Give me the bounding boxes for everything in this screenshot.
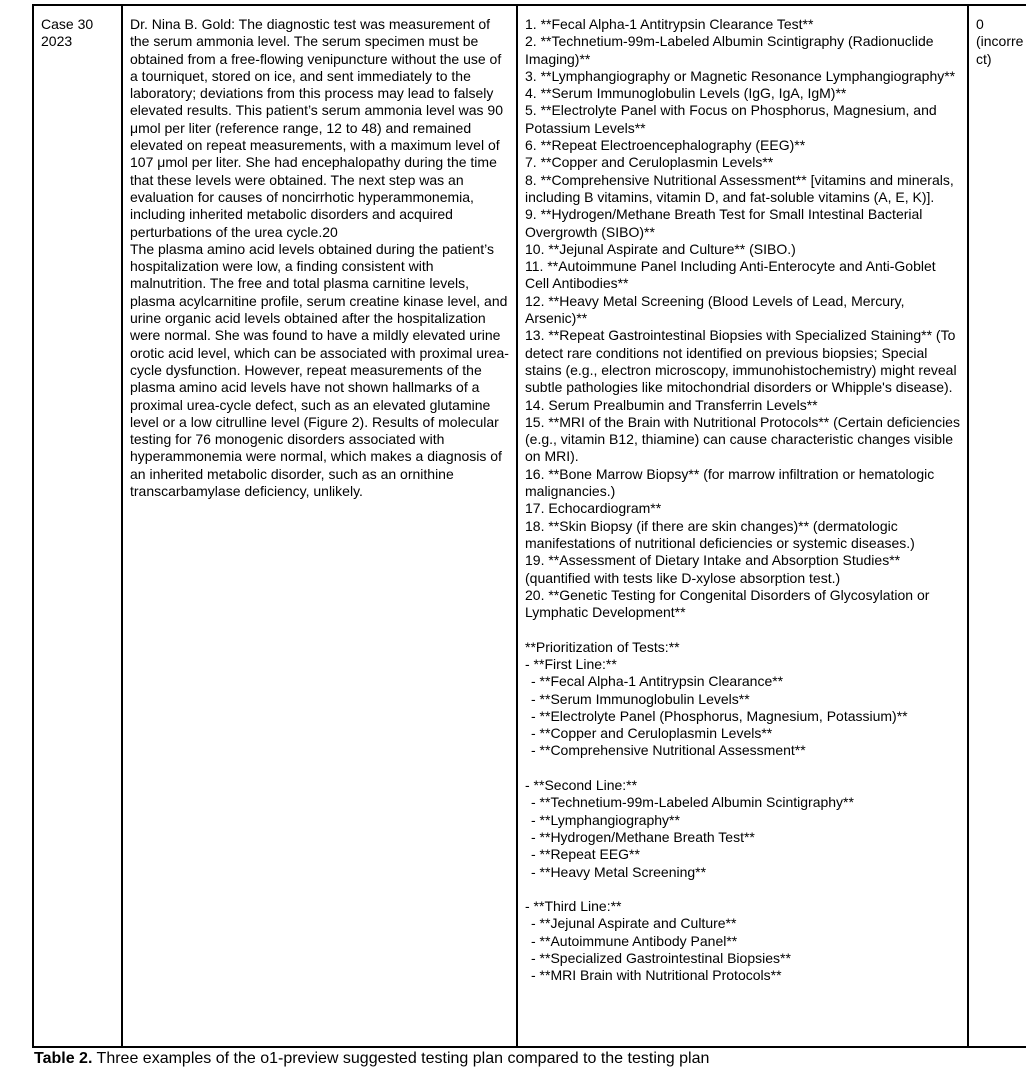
table-row <box>33 5 1026 1047</box>
plan-list-item: 7. **Copper and Ceruloplasmin Levels** <box>525 154 774 171</box>
plan-list-item: 14. Serum Prealbumin and Transferrin Levels** <box>525 396 818 413</box>
plan-list-item <box>525 621 961 638</box>
plan-sub-item: - **Specialized Gastrointestinal Biopsies** <box>531 950 791 967</box>
caption-label: Table 2. <box>34 1050 93 1067</box>
plan-list-item: 5. **Electrolyte Panel with Focus on Phosphorus, Magnesium, and Potassium Levels** <box>525 102 937 136</box>
plan-sub-item: - **Copper and Ceruloplasmin Levels** <box>531 725 773 742</box>
plan-sub-item: - **Electrolyte Panel (Phosphorus, Magnesium, Potassium)** <box>531 707 908 724</box>
plan-list-item: 11. **Autoimmune Panel Including Anti-Enterocyte and Anti-Goblet Cell Antibodies** <box>525 258 936 292</box>
plan-list-item: 20. **Genetic Testing for Congenital Disorders of Glycosylation or Lymphatic Development** <box>525 586 930 621</box>
plan-list-item <box>525 881 961 898</box>
plan-sub-item: - **Autoimmune Antibody Panel** <box>531 932 738 949</box>
plan-sub-item: - **Repeat EEG** <box>531 846 640 863</box>
caption-text: Three examples of the o1-preview suggested testing plan compared to the testing plan <box>92 1050 710 1067</box>
plan-list-item: 2. **Technetium-99m-Labeled Albumin Scintigraphy (Radionuclide Imaging)** <box>525 33 934 67</box>
expert-paragraph: Dr. Nina B. Gold: The diagnostic test was measurement of the serum ammonia level. The serum specimen must be obtained from a free-flowing venipuncture without the use of a tourniquet, stored on ice, and sent immediately to the laboratory; deviations from this process may lead to falsely elevated results. This patient’s serum ammonia level was 90 μmol per liter (reference range, 12 to 48) and remained elevated on repeat measurements, with a maximum level of 107 μmol per liter. She had encephalopathy during the time that these levels were obtained. The next step was an evaluation for causes of noncirrhotic hyperammonemia, including inherited metabolic disorders and acquired perturbations of the urea cycle.20 <box>130 16 503 240</box>
plan-list-item: 3. **Lymphangiography or Magnetic Resonance Lymphangiography** <box>525 67 956 84</box>
plan-list-item: 18. **Skin Biopsy (if there are skin changes)** (dermatologic manifestations of nutritional deficiencies or systemic diseases.) <box>525 517 915 551</box>
plan-list-item: 17. Echocardiogram** <box>525 500 662 517</box>
plan-list-item: 19. **Assessment of Dietary Intake and Absorption Studies** (quantified with tests like D-xylose absorption test.) <box>525 552 901 586</box>
plan-sub-item: - **Lymphangiography** <box>531 811 680 828</box>
plan-sub-item: - **Heavy Metal Screening** <box>531 863 707 880</box>
case-cell <box>33 5 122 1047</box>
plan-list-item: - **Second Line:** <box>525 777 638 794</box>
expert-answer-cell <box>122 5 517 1047</box>
plan-sub-item: - **Comprehensive Nutritional Assessment** <box>531 742 806 759</box>
plan-list-item: 12. **Heavy Metal Screening (Blood Levels of Lead, Mercury, Arsenic)** <box>525 292 905 327</box>
score-label-part-1: (incorre <box>976 33 1024 50</box>
plan-sub-item: - **Hydrogen/Methane Breath Test** <box>531 828 755 845</box>
plan-list-item: 15. **MRI of the Brain with Nutritional Protocols** (Certain deficiencies (e.g., vitamin B12, thiamine) can cause characteristic changes visible on MRI). <box>525 413 960 465</box>
plan-list-item: 16. **Bone Marrow Biopsy** (for marrow infiltration or hematologic malignancies.) <box>525 465 935 500</box>
plan-sub-item: - **Serum Immunoglobulin Levels** <box>531 690 750 707</box>
plan-list-item <box>525 760 961 777</box>
plan-list-item: 6. **Repeat Electroencephalography (EEG)** <box>525 137 806 154</box>
plan-list-item: 1. **Fecal Alpha-1 Antitrypsin Clearance Test** <box>525 16 814 32</box>
plan-list-item: 13. **Repeat Gastrointestinal Biopsies with Specialized Staining** (To detect rare conditions not identified on previous biopsies; Special stains (e.g., electron microscopy, immunohistochemistry) might reveal subtle pathologies like mitochondrial disorders or Whipple's disease). <box>525 327 957 396</box>
table-caption <box>34 1049 709 1069</box>
plan-list-item: 4. **Serum Immunoglobulin Levels (IgG, IgA, IgM)** <box>525 85 847 102</box>
plan-list-item: 9. **Hydrogen/Methane Breath Test for Small Intestinal Bacterial Overgrowth (SIBO)** <box>525 206 923 240</box>
plan-list-item: - **Third Line:** <box>525 898 622 915</box>
plan-list-item: **Prioritization of Tests:** <box>525 638 680 655</box>
plan-sub-item: - **MRI Brain with Nutritional Protocols** <box>531 967 782 984</box>
score-cell <box>968 5 1026 1047</box>
case-year: 2023 <box>41 33 73 50</box>
score-label-part-2: ct) <box>976 50 992 67</box>
comparison-table <box>32 4 1026 1048</box>
model-plan-cell <box>517 5 968 1047</box>
case-id: Case 30 <box>41 16 94 32</box>
plan-list-item: - **First Line:** <box>525 655 617 672</box>
plan-list-item: 10. **Jejunal Aspirate and Culture** (SIBO.) <box>525 240 796 257</box>
plan-sub-item: - **Fecal Alpha-1 Antitrypsin Clearance** <box>531 673 784 690</box>
expert-paragraph: The plasma amino acid levels obtained during the patient’s hospitalization were low, a finding consistent with malnutrition. The free and total plasma carnitine levels, plasma acylcarnitine profile, serum creatine kinase level, and urine organic acid levels obtained after the hospitalization were normal. She was found to have a mildly elevated urine orotic acid level, which can be associated with proximal urea-cycle dysfunction. However, repeat measurements of the plasma amino acid levels have not shown hallmarks of a proximal urea-cycle defect, such as an elevated glutamine level or a low citrulline level (Figure 2). Results of molecular testing for 76 monogenic disorders associated with hyperammonemia were normal, which makes a diagnosis of an inherited metabolic disorder, such as an ornithine transcarbamylase deficiency, unlikely. <box>130 240 509 500</box>
plan-list-item: 8. **Comprehensive Nutritional Assessment** [vitamins and minerals, including B vitamins, vitamin D, and fat-soluble vitamins (A, E, K)]. <box>525 171 954 205</box>
plan-sub-item: - **Technetium-99m-Labeled Albumin Scintigraphy** <box>531 794 854 811</box>
plan-sub-item: - **Jejunal Aspirate and Culture** <box>531 915 737 932</box>
score-value: 0 <box>976 16 984 32</box>
